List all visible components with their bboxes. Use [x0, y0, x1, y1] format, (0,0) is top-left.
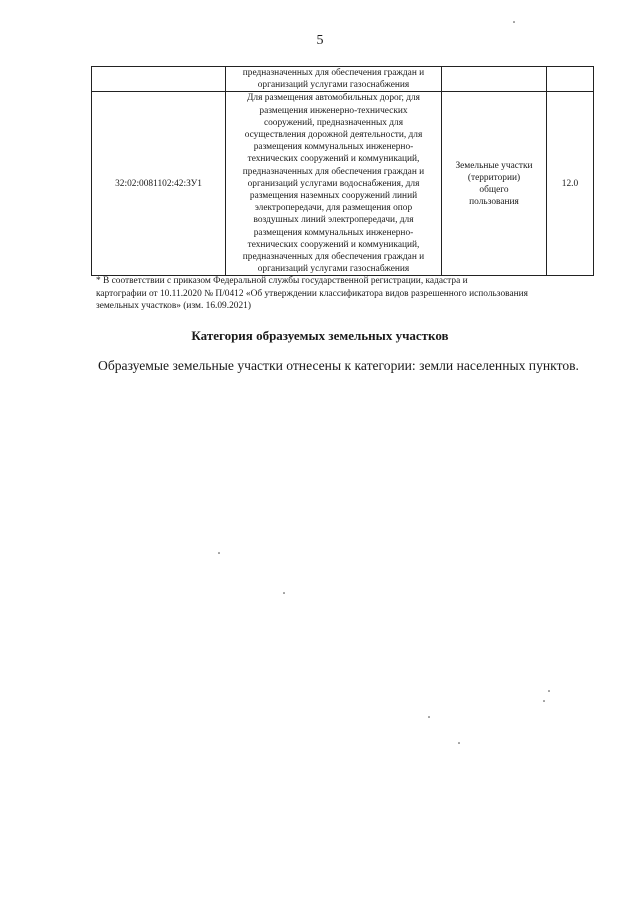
- land-plots-table: [91, 66, 594, 276]
- land-category-cell: [442, 67, 547, 92]
- permitted-use-line: организаций услугами газоснабжения: [257, 80, 410, 91]
- permitted-use-line: осуществления дорожной деятельности, для: [244, 130, 423, 141]
- permitted-use-line: сооружений, предназначенных для: [263, 117, 404, 128]
- land-category-line: (территории): [467, 172, 521, 183]
- footnote-line: * В соответствии с приказом Федеральной службы государственной регистрации, кадастра и: [96, 276, 468, 286]
- permitted-use-line: размещения коммунальных инженерно-: [253, 227, 414, 238]
- land-category-line: Земельные участки: [455, 160, 533, 171]
- scan-speck: [513, 21, 515, 23]
- permitted-use-line: воздушных линий электропередачи, для: [253, 215, 414, 226]
- table-row: [92, 67, 594, 92]
- footnote: [96, 275, 594, 313]
- permitted-use-line: размещения наземных сооружений линий: [249, 191, 418, 202]
- permitted-use-cell: [226, 67, 442, 92]
- permitted-use-line: технических сооружений и коммуникаций,: [247, 239, 420, 250]
- footnote-line: земельных участков» (изм. 16.09.2021): [96, 301, 251, 311]
- page-number: 5: [316, 33, 324, 48]
- scan-speck: [218, 552, 220, 554]
- cadastral-number-cell: [92, 67, 226, 92]
- permitted-use-line: технических сооружений и коммуникаций,: [247, 154, 420, 165]
- scan-speck: [548, 690, 550, 692]
- scan-speck: [458, 742, 460, 744]
- scan-speck: [428, 716, 430, 718]
- footnote-line: картографии от 10.11.2020 № П/0412 «Об утверждении классификатора видов разрешенного использования: [96, 288, 528, 299]
- permitted-use-line: организаций услугами газоснабжения: [257, 264, 410, 275]
- cadastral-number-cell: 32:02:0081102:42:ЗУ1: [92, 92, 226, 276]
- land-category-line: пользования: [469, 197, 519, 208]
- land-category-statement: Образуемые земельные участки отнесены к категории: земли населенных пунктов.: [98, 358, 579, 373]
- table-row: [92, 92, 594, 276]
- permitted-use-line: предназначенных для обеспечения граждан и: [242, 166, 425, 177]
- section-heading: Категория образуемых земельных участков: [191, 328, 449, 343]
- use-code-cell: 12.0: [547, 92, 594, 276]
- land-category-cell: [442, 92, 547, 276]
- scan-speck: [283, 592, 285, 594]
- permitted-use-line: предназначенных для обеспечения граждан и: [242, 68, 425, 78]
- use-code-cell: [547, 67, 594, 92]
- permitted-use-line: предназначенных для обеспечения граждан и: [242, 252, 425, 263]
- permitted-use-cell: [226, 92, 442, 276]
- permitted-use-line: электропередачи, для размещения опор: [254, 203, 413, 214]
- permitted-use-line: организаций услугами водоснабжения, для: [247, 178, 420, 189]
- permitted-use-line: размещения инженерно-технических: [259, 105, 408, 116]
- land-category-line: общего: [479, 184, 509, 195]
- scan-speck: [543, 700, 545, 702]
- permitted-use-line: Для размещения автомобильных дорог, для: [247, 93, 420, 104]
- permitted-use-line: размещения коммунальных инженерно-: [253, 142, 414, 153]
